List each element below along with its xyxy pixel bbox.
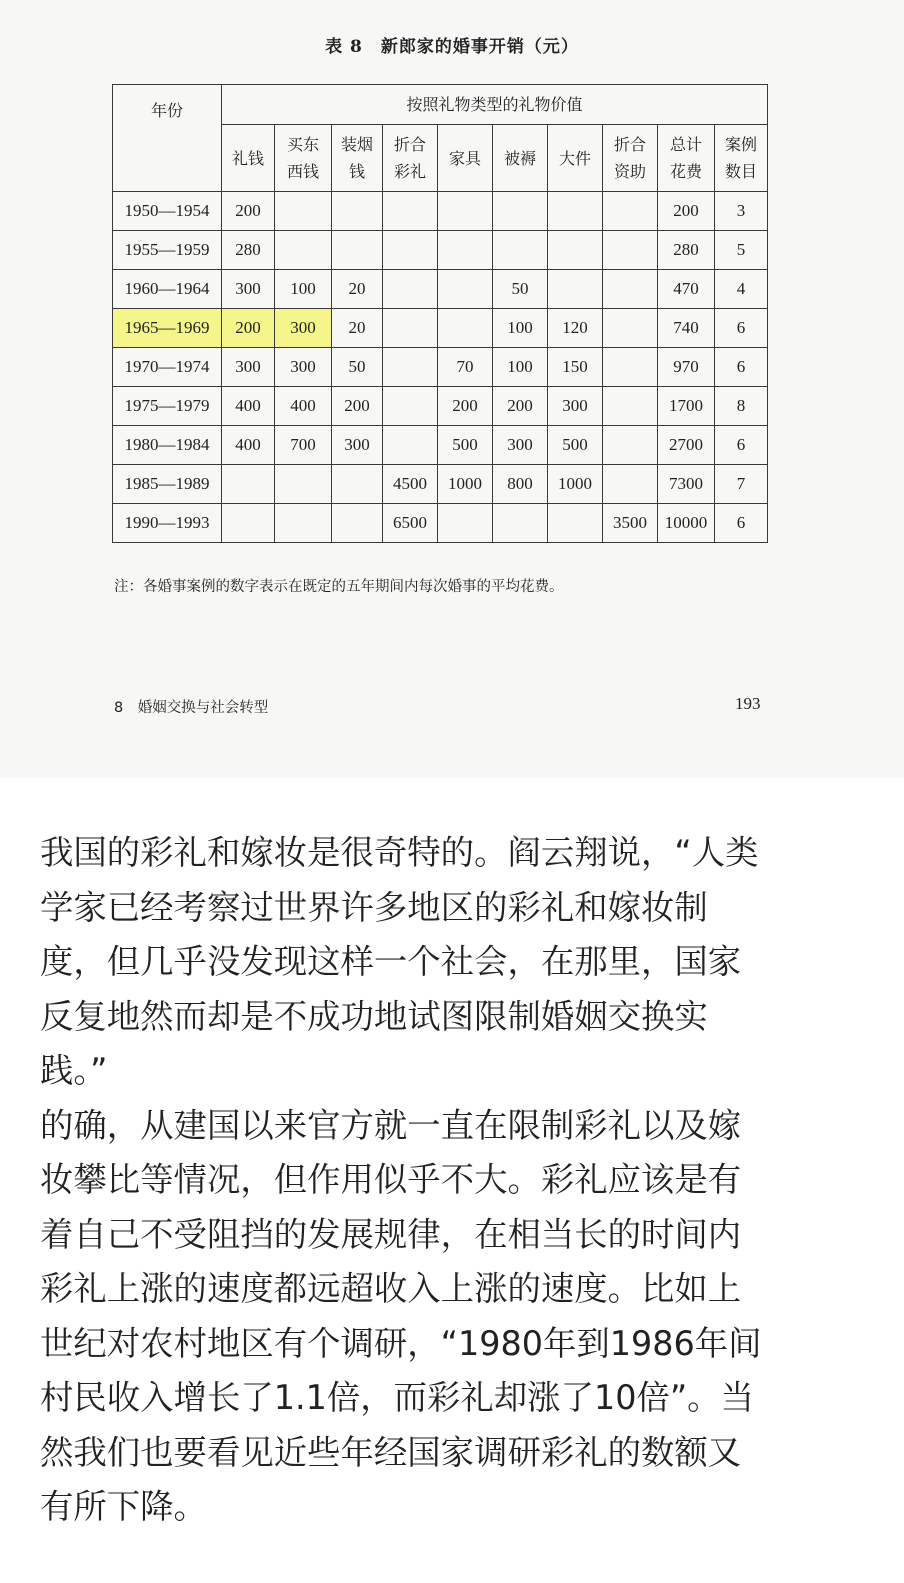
value-cell: 6: [715, 426, 768, 465]
value-cell: 300: [222, 270, 275, 309]
table-body: [113, 192, 768, 543]
table-row: [113, 387, 768, 426]
value-cell: [493, 504, 548, 543]
column-header-line: 总计: [669, 135, 702, 154]
value-cell: [438, 309, 493, 348]
value-cell: [548, 192, 603, 231]
value-cell: [548, 231, 603, 270]
value-cell: 100: [493, 348, 548, 387]
expense-table: [112, 84, 768, 543]
value-cell: [383, 231, 438, 270]
value-cell: 200: [222, 309, 275, 348]
value-cell: 5: [715, 231, 768, 270]
value-cell: [603, 192, 658, 231]
value-cell: 1700: [658, 387, 715, 426]
table-note: 注：各婚事案例的数字表示在既定的五年期间内每次婚事的平均花费。: [114, 579, 564, 595]
value-cell: 6500: [383, 504, 438, 543]
table-title: 表 8 新郎家的婚事开销（元）: [325, 37, 579, 57]
value-cell: [493, 192, 548, 231]
value-cell: [603, 426, 658, 465]
value-cell: 50: [493, 270, 548, 309]
value-cell: 970: [658, 348, 715, 387]
value-cell: 150: [548, 348, 603, 387]
table-row: [113, 426, 768, 465]
column-header: [275, 125, 332, 192]
table-row: [113, 504, 768, 543]
table-row: [113, 465, 768, 504]
value-cell: 280: [658, 231, 715, 270]
column-header: [548, 125, 603, 192]
value-cell: [332, 504, 383, 543]
value-cell: [383, 426, 438, 465]
column-header-line: 买东: [286, 135, 319, 154]
value-cell: 300: [493, 426, 548, 465]
year-cell: 1985—1989: [113, 465, 222, 504]
table-container: [112, 84, 768, 543]
article-line: 村民收入增长了1.1倍，而彩礼却涨了10倍”。当: [40, 1378, 754, 1417]
value-cell: [383, 387, 438, 426]
value-cell: 500: [548, 426, 603, 465]
value-cell: 4: [715, 270, 768, 309]
column-header-line: 礼钱: [231, 148, 264, 168]
value-cell: [548, 504, 603, 543]
value-cell: 6: [715, 504, 768, 543]
value-cell: [332, 231, 383, 270]
value-cell: 200: [658, 192, 715, 231]
column-header: [222, 125, 275, 192]
article-line: 妆攀比等情况，但作用似乎不大。彩礼应该是有: [40, 1160, 742, 1199]
value-cell: [275, 192, 332, 231]
table-row: [113, 348, 768, 387]
value-cell: [222, 504, 275, 543]
column-header-line: 折合: [393, 135, 426, 154]
value-cell: 700: [275, 426, 332, 465]
year-cell: 1965—1969: [113, 309, 222, 348]
value-cell: [438, 231, 493, 270]
value-cell: 120: [548, 309, 603, 348]
article-line: 世纪对农村地区有个调研，“1980年到1986年间: [40, 1323, 762, 1363]
year-cell: 1975—1979: [113, 387, 222, 426]
column-header: [493, 125, 548, 192]
value-cell: 2700: [658, 426, 715, 465]
column-header: [603, 125, 658, 192]
table-row: [113, 309, 768, 348]
value-cell: [383, 270, 438, 309]
page-number: 193: [735, 694, 761, 713]
value-cell: 70: [438, 348, 493, 387]
column-header-line: 钱: [348, 162, 365, 181]
value-cell: 20: [332, 309, 383, 348]
column-header: [658, 125, 715, 192]
value-cell: [603, 465, 658, 504]
column-header-line: 数目: [724, 162, 757, 181]
table-row: [113, 231, 768, 270]
column-header: [438, 125, 493, 192]
value-cell: 470: [658, 270, 715, 309]
value-cell: [438, 192, 493, 231]
column-header: [383, 125, 438, 192]
article-body: [40, 826, 880, 1535]
article-line: 的确，从建国以来官方就一直在限制彩礼以及嫁: [40, 1105, 742, 1145]
value-cell: 6: [715, 309, 768, 348]
year-cell: 1980—1984: [113, 426, 222, 465]
value-cell: [222, 465, 275, 504]
value-cell: [383, 348, 438, 387]
value-cell: [438, 504, 493, 543]
column-header-line: 花费: [669, 162, 702, 181]
column-header: [715, 125, 768, 192]
article-line: 学家已经考察过世界许多地区的彩礼和嫁妆制: [40, 887, 708, 927]
value-cell: 740: [658, 309, 715, 348]
value-cell: 200: [332, 387, 383, 426]
value-cell: 300: [275, 309, 332, 348]
column-header-line: 西钱: [286, 162, 319, 181]
table-row: [113, 270, 768, 309]
column-header-line: 家具: [448, 148, 481, 168]
value-cell: 280: [222, 231, 275, 270]
value-cell: 1000: [548, 465, 603, 504]
value-cell: [275, 231, 332, 270]
article-line: 着自己不受阻挡的发展规律，在相当长的时间内: [40, 1214, 742, 1254]
value-cell: 1000: [438, 465, 493, 504]
value-cell: [275, 504, 332, 543]
value-cell: 3500: [603, 504, 658, 543]
value-cell: [603, 309, 658, 348]
value-cell: [275, 465, 332, 504]
value-cell: 200: [438, 387, 493, 426]
value-cell: 300: [548, 387, 603, 426]
value-cell: 3: [715, 192, 768, 231]
article-line: 然我们也要看见近些年经国家调研彩礼的数额又: [40, 1432, 742, 1472]
value-cell: 300: [275, 348, 332, 387]
value-cell: [332, 192, 383, 231]
article-line: 彩礼上涨的速度都远超收入上涨的速度。比如上: [40, 1269, 742, 1308]
value-cell: 7300: [658, 465, 715, 504]
value-cell: [603, 348, 658, 387]
footer-chapter: 8 婚姻交换与社会转型: [114, 700, 269, 716]
year-header-text: 年份: [150, 101, 183, 120]
year-cell: 1970—1974: [113, 348, 222, 387]
value-cell: 10000: [658, 504, 715, 543]
value-cell: 500: [438, 426, 493, 465]
value-cell: 300: [332, 426, 383, 465]
value-cell: 50: [332, 348, 383, 387]
column-header-line: 案例: [724, 135, 757, 154]
value-cell: 300: [222, 348, 275, 387]
article-line: 度，但几乎没发现这样一个社会，在那里，国家: [40, 942, 742, 981]
column-header-line: 大件: [558, 148, 591, 168]
year-cell: 1990—1993: [113, 504, 222, 543]
value-cell: [383, 309, 438, 348]
value-cell: [332, 465, 383, 504]
year-cell: 1950—1954: [113, 192, 222, 231]
year-header: [113, 85, 222, 192]
value-cell: 400: [222, 426, 275, 465]
column-header-line: 被褥: [503, 148, 536, 168]
value-cell: [603, 387, 658, 426]
value-cell: 800: [493, 465, 548, 504]
value-cell: [383, 192, 438, 231]
column-header-line: 资助: [613, 162, 646, 181]
value-cell: [548, 270, 603, 309]
value-cell: 6: [715, 348, 768, 387]
year-cell: 1955—1959: [113, 231, 222, 270]
value-cell: [493, 231, 548, 270]
value-cell: 100: [493, 309, 548, 348]
article-line: 有所下降。: [40, 1487, 207, 1526]
value-cell: 20: [332, 270, 383, 309]
book-page-scan: [0, 0, 904, 778]
value-cell: 400: [222, 387, 275, 426]
value-cell: [603, 270, 658, 309]
value-cell: [603, 231, 658, 270]
value-cell: 4500: [383, 465, 438, 504]
year-cell: 1960—1964: [113, 270, 222, 309]
article-line: 反复地然而却是不成功地试图限制婚姻交换实: [40, 996, 708, 1036]
column-header-line: 装烟: [340, 135, 373, 154]
column-header: [332, 125, 383, 192]
column-header-line: 彩礼: [393, 162, 426, 181]
article-line: 我国的彩礼和嫁妆是很奇特的。阎云翔说，“人类: [40, 833, 759, 872]
gift-value-group-header: 按照礼物类型的礼物价值: [222, 85, 768, 125]
value-cell: 400: [275, 387, 332, 426]
column-header-line: 折合: [613, 135, 646, 154]
value-cell: 100: [275, 270, 332, 309]
article-line: 践。”: [40, 1051, 108, 1090]
value-cell: 200: [493, 387, 548, 426]
value-cell: 200: [222, 192, 275, 231]
value-cell: [438, 270, 493, 309]
value-cell: 7: [715, 465, 768, 504]
table-row: [113, 192, 768, 231]
value-cell: 8: [715, 387, 768, 426]
